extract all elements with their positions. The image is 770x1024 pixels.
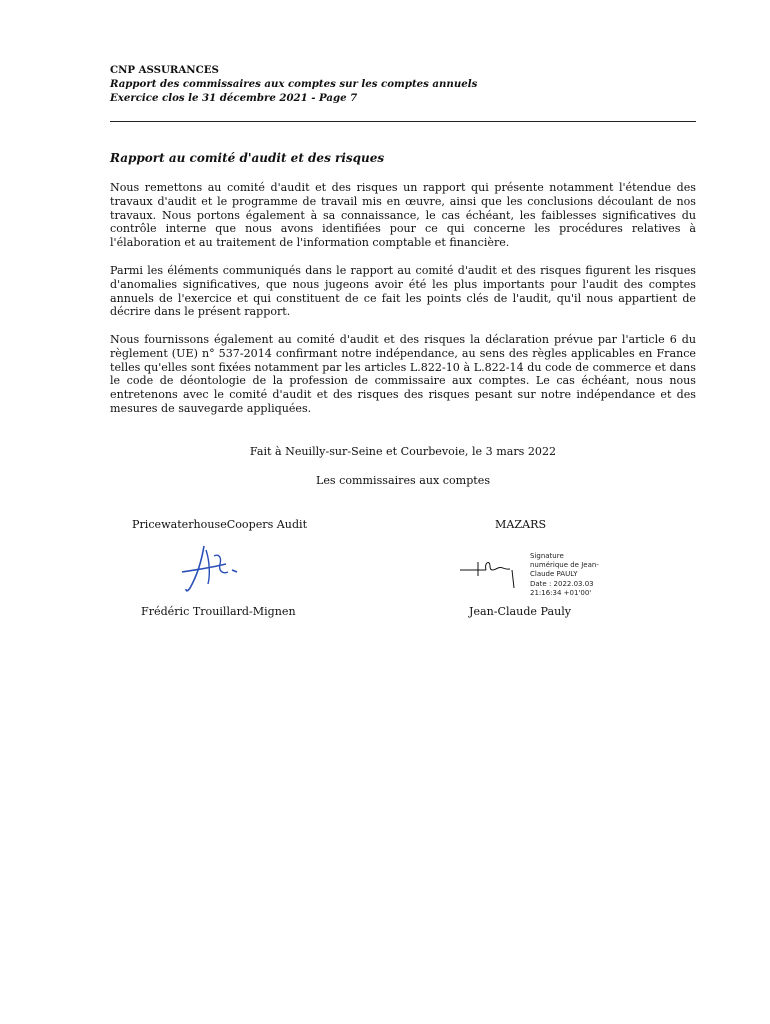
signer-pwc: Frédéric Trouillard-Mignen (141, 605, 296, 618)
digital-signature-line-3: Claude PAULY (530, 570, 578, 579)
digital-signature-info (530, 552, 620, 598)
paragraph-1: Nous remettons au comité d'audit et des risques un rapport qui présente notamment l'étendue des travaux d'audit et le programme de travail mis en œuvre, ainsi que les conclusions découlant de nos travaux. Nous portons également à sa connaissance, le cas échéant, les faiblesses significatives du contrôle interne que nous avons identifiées pour ce qui concerne les procédures relatives à l'élaboration et au traitement de l'information comptable et financière. (110, 181, 696, 250)
paragraph-2: Parmi les éléments communiqués dans le rapport au comité d'audit et des risques figurent les risques d'anomalies significatives, que nous jugeons avoir été les plus importants pour l'audit des comptes annuels de l'exercice et qui constituent de ce fait les points clés de l'audit, qu'il nous appartient de décrire dans le présent rapport. (110, 264, 696, 319)
handwritten-signature-mazars (458, 556, 522, 590)
place-date: Fait à Neuilly-sur-Seine et Courbevoie, le 3 mars 2022 (249, 445, 557, 458)
page-header (110, 64, 696, 105)
digital-signature-line-5: 21:16:34 +01'00' (530, 588, 592, 597)
digital-signature-line-2: numérique de Jean- (530, 561, 599, 570)
digital-signature-line-4: Date : 2022.03.03 (530, 579, 594, 588)
firm-mazars: MAZARS (495, 518, 547, 531)
paragraph-3: Nous fournissons également au comité d'audit et des risques la déclaration prévue par l'article 6 du règlement (UE) n° 537-2014 confirmant notre indépendance, au sens des règles applicables en France telles qu'elles sont fixées notamment par les articles L.822-10 à L.822-14 du code de commerce et dans le code de déontologie de la profession de commissaire aux comptes. Le cas échéant, nous nous entretenons avec le comité d'audit et des risques des risques pesant sur notre indépendance et des mesures de sauvegarde appliquées. (110, 333, 696, 415)
header-divider (110, 121, 696, 122)
section-title: Rapport au comité d'audit et des risques (110, 151, 385, 165)
handwritten-signature-pwc (180, 542, 246, 594)
company-name: CNP ASSURANCES (110, 64, 219, 76)
auditors-label: Les commissaires aux comptes (315, 474, 491, 487)
report-period: Exercice clos le 31 décembre 2021 - Page 7 (110, 91, 358, 104)
report-title: Rapport des commissaires aux comptes sur les comptes annuels (110, 77, 478, 90)
signer-mazars: Jean-Claude Pauly (469, 605, 572, 618)
digital-signature-line-1: Signature (530, 552, 564, 560)
firm-pwc: PricewaterhouseCoopers Audit (132, 518, 308, 531)
